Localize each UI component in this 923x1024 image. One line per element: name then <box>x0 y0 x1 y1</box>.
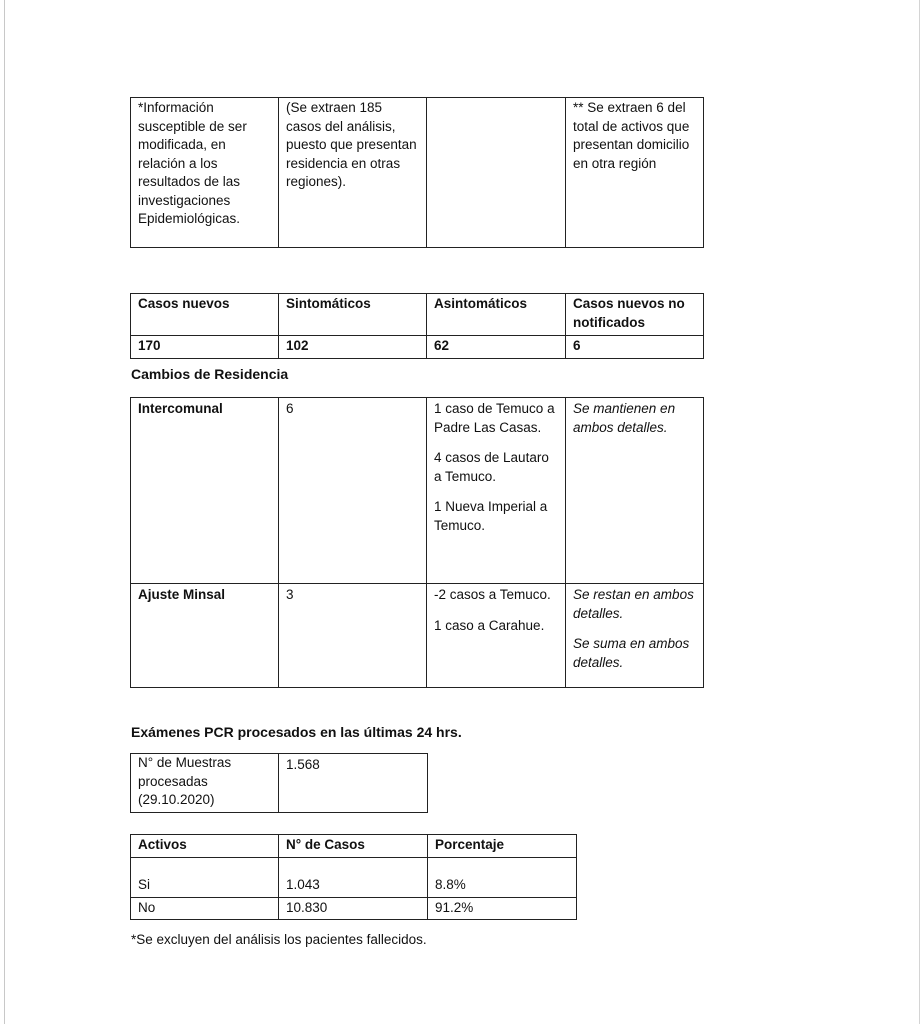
cases-value-symptomatic: 102 <box>279 336 427 359</box>
info-table <box>130 97 704 248</box>
active-row-percent: 8.8% <box>428 857 577 897</box>
info-table-block <box>130 97 704 248</box>
residence-detail: 1 caso a Carahue. <box>434 617 545 633</box>
pcr-title: Exámenes PCR procesados en las últimas 24 hrs. <box>131 724 462 740</box>
residence-details-intercomunal <box>427 398 566 584</box>
info-cell-note: *Información susceptible de ser modificada, en relación a los resultados de las investigaciones Epidemiológicas. <box>131 98 279 248</box>
active-header-count: N° de Casos <box>279 835 428 858</box>
cases-header-symptomatic: Sintomáticos <box>279 294 427 336</box>
cases-header-new: Casos nuevos <box>131 294 279 336</box>
cases-value-unnotified: 6 <box>566 336 704 359</box>
pcr-table-block <box>130 753 428 813</box>
residence-label-intercomunal: Intercomunal <box>131 398 279 584</box>
active-table-block <box>130 834 577 920</box>
active-header-percent: Porcentaje <box>428 835 577 858</box>
info-cell-active-note: ** Se extraen 6 del total de activos que presentan domicilio en otra región <box>566 98 704 248</box>
info-cell-empty <box>427 98 566 248</box>
active-row-count: 1.043 <box>279 857 428 897</box>
cases-header-unnotified: Casos nuevos no notificados <box>566 294 704 336</box>
residence-note: Se mantienen en ambos detalles. <box>573 401 676 435</box>
active-table <box>130 834 577 920</box>
cases-value-new: 170 <box>131 336 279 359</box>
residence-table <box>130 397 704 688</box>
residence-count-intercomunal: 6 <box>279 398 427 584</box>
residence-detail: 4 casos de Lautaro a Temuco. <box>434 450 549 484</box>
active-row-percent: 91.2% <box>428 897 577 920</box>
residence-count-minsal: 3 <box>279 584 427 688</box>
residence-detail: 1 Nueva Imperial a Temuco. <box>434 499 548 533</box>
page-edge-left <box>4 0 5 1024</box>
cases-table-block <box>130 293 704 359</box>
residence-notes-minsal <box>566 584 704 688</box>
active-row-status: Si <box>131 857 279 897</box>
active-row-status: No <box>131 897 279 920</box>
page-edge-right <box>919 0 920 1024</box>
cases-table <box>130 293 704 359</box>
residence-detail: 1 caso de Temuco a Padre Las Casas. <box>434 401 555 435</box>
footnote: *Se excluyen del análisis los pacientes fallecidos. <box>131 932 427 947</box>
residence-label-minsal: Ajuste Minsal <box>131 584 279 688</box>
active-row-count: 10.830 <box>279 897 428 920</box>
residence-title: Cambios de Residencia <box>131 366 289 382</box>
cases-header-asymptomatic: Asintomáticos <box>427 294 566 336</box>
residence-notes-intercomunal <box>566 398 704 584</box>
residence-table-block <box>130 397 704 688</box>
residence-detail: -2 casos a Temuco. <box>434 587 551 602</box>
residence-note: Se restan en ambos detalles. <box>573 587 694 621</box>
info-cell-extracted: (Se extraen 185 casos del análisis, puesto que presentan residencia en otras regiones). <box>279 98 427 248</box>
pcr-label: N° de Muestras procesadas (29.10.2020) <box>131 754 279 813</box>
cases-value-asymptomatic: 62 <box>427 336 566 359</box>
residence-note: Se suma en ambos detalles. <box>573 636 690 670</box>
active-header-status: Activos <box>131 835 279 858</box>
residence-details-minsal <box>427 584 566 688</box>
pcr-table <box>130 753 428 813</box>
pcr-value: 1.568 <box>279 754 428 813</box>
